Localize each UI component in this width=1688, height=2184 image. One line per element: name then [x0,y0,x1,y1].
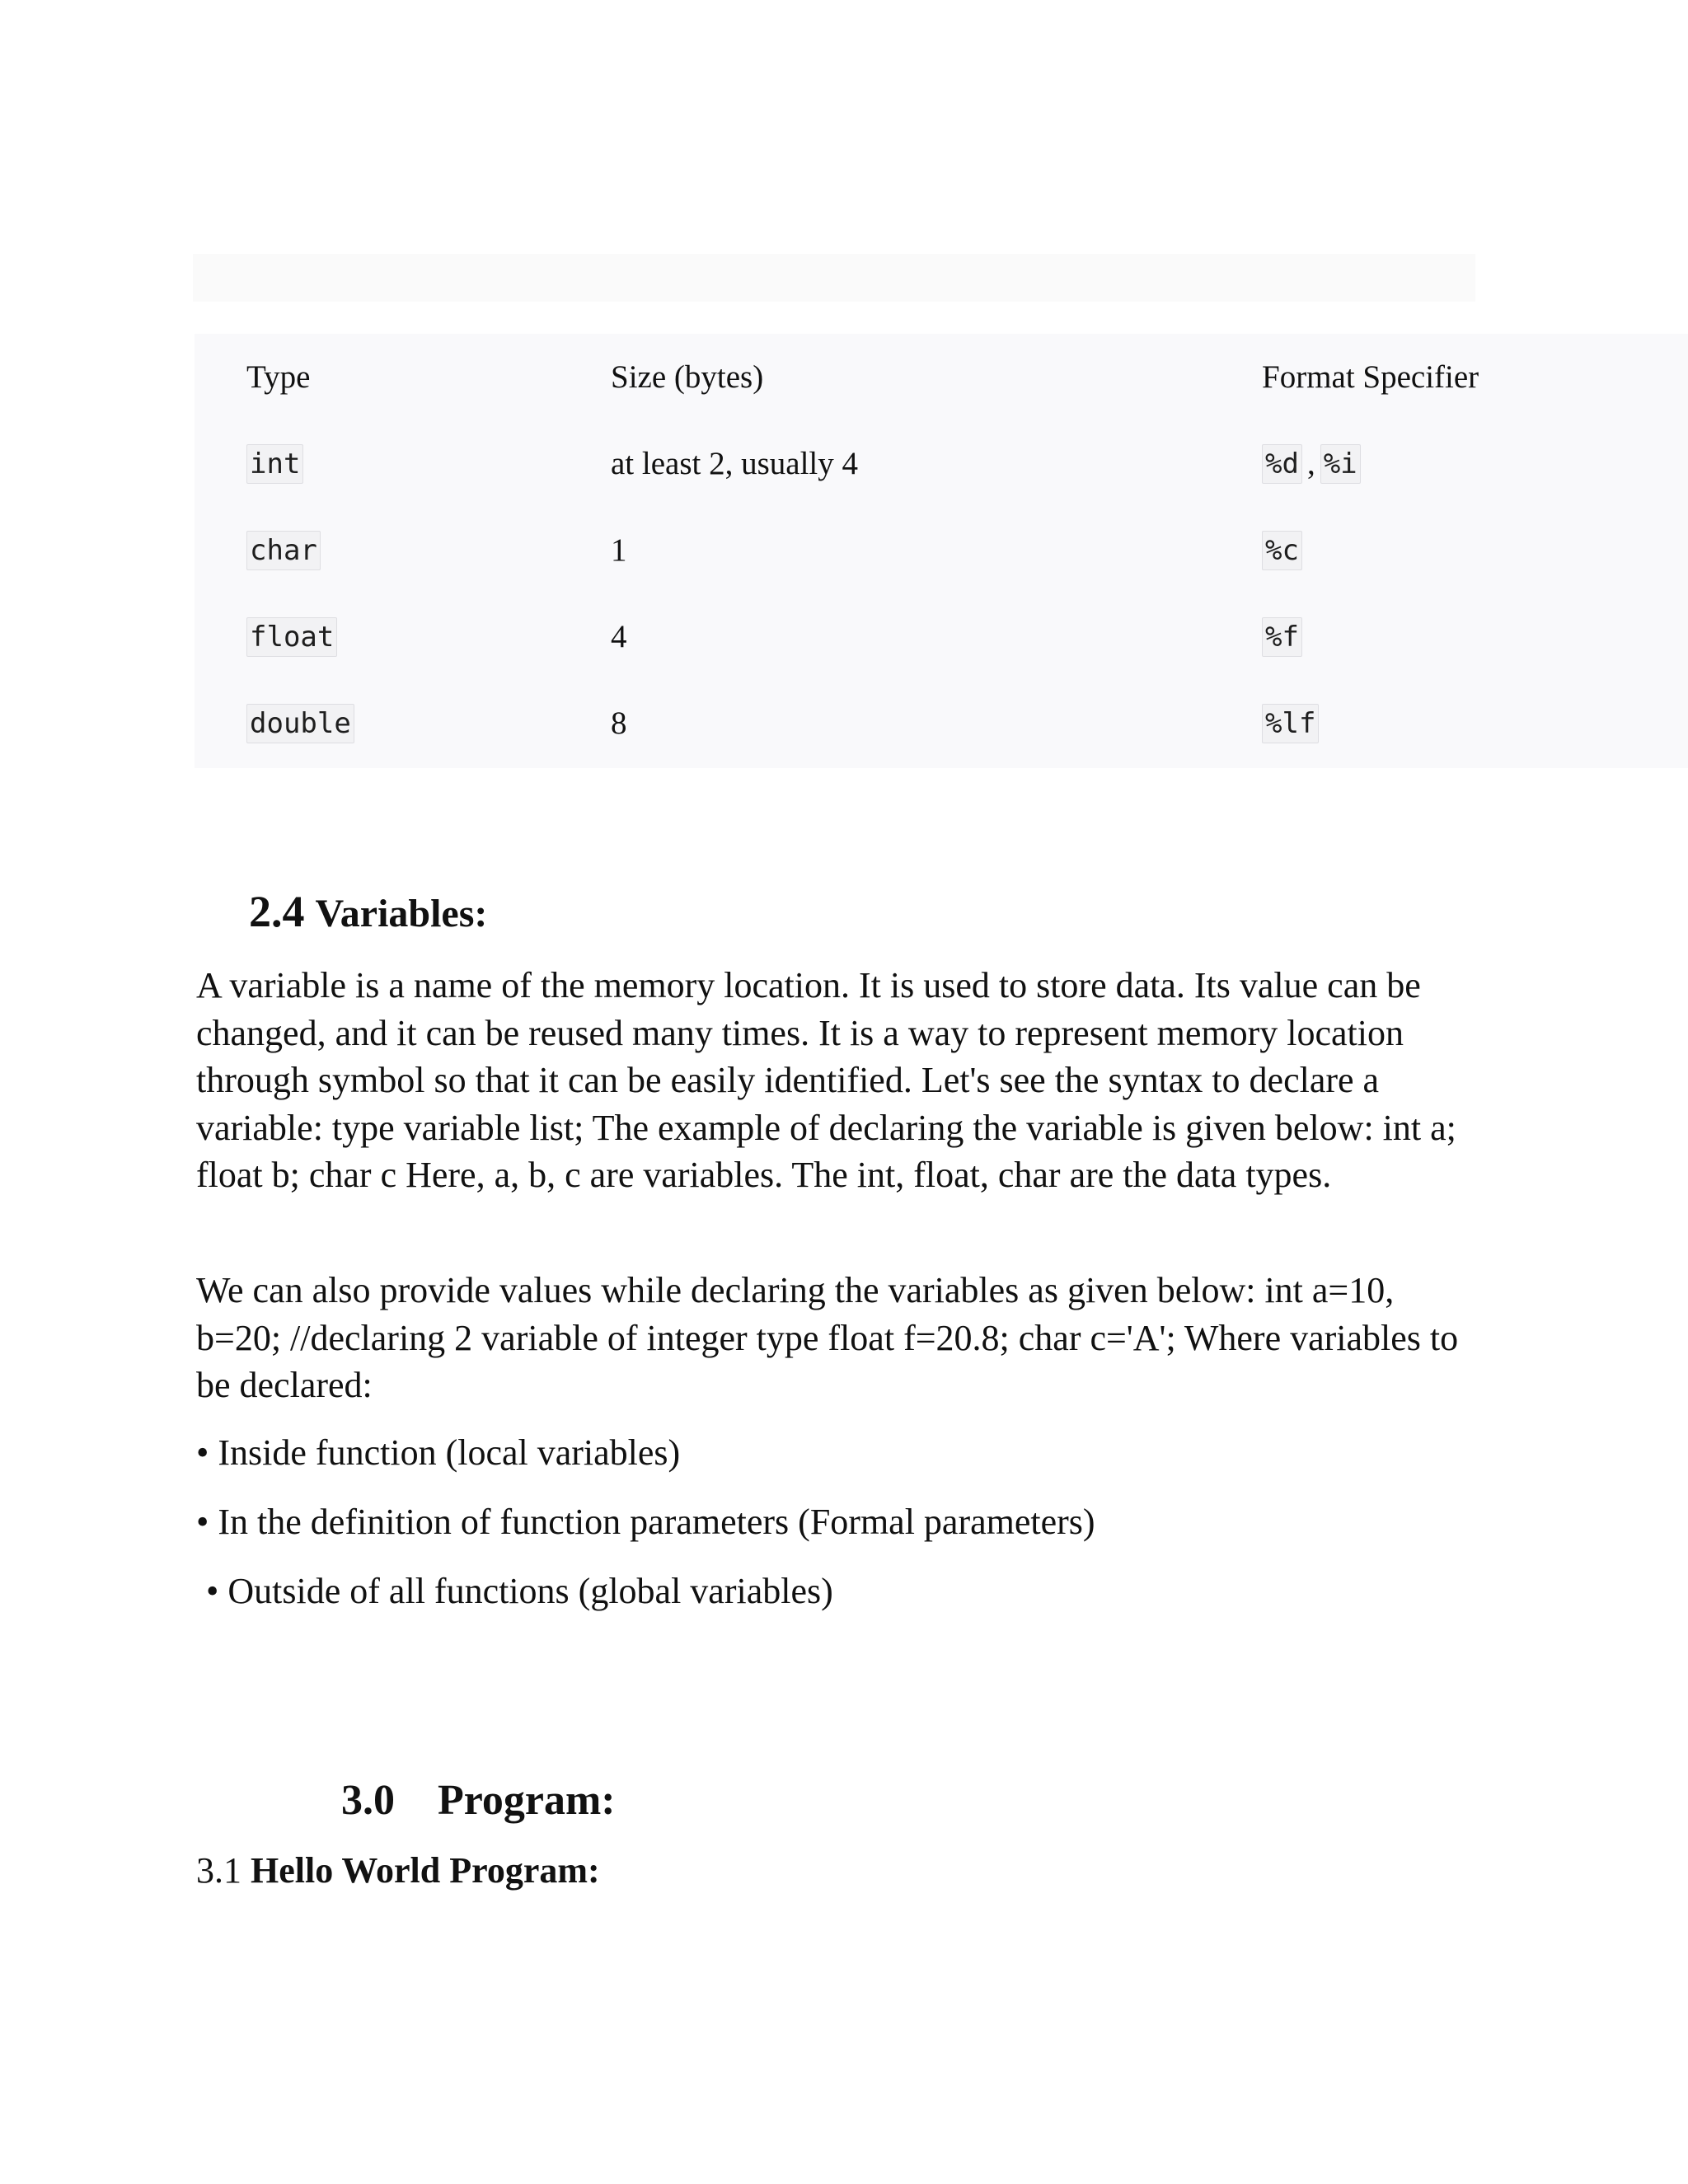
table-row [195,593,1688,680]
type-cell [246,507,321,593]
type-code: float [246,617,337,657]
list-item: • Outside of all functions (global variables) [206,1571,833,1611]
size-cell: 1 [611,532,627,568]
list-item: • Inside function (local variables) [196,1432,681,1473]
format-cell [1262,680,1319,766]
subsection-title: Hello World Program: [251,1850,600,1891]
format-cell [1262,593,1302,680]
table-row [195,420,1688,507]
type-cell [246,420,303,507]
format-code: %lf [1262,704,1319,743]
format-code: %f [1262,617,1302,657]
format-separator: , [1306,446,1315,481]
section-heading-program [341,1776,616,1825]
section-number: 3.0 [341,1777,395,1824]
size-cell: at least 2, usually 4 [611,446,859,481]
variables-paragraph: A variable is a name of the memory location. It is used to store data. Its value can be changed, and it can be reused many times. It is a way to represent memory location through symbol so that it can be easily identified. Let's see the syntax to declare a variable: type variable list; The example of declaring the variable is given below: int a; float b; char c Here, a, b, c are variables. The int, float, char are the data types. [196,965,1456,1195]
section-title: Program: [438,1777,616,1824]
section-number: 2.4 [249,887,305,936]
header-size: Size (bytes) [611,359,764,395]
list-item: • In the definition of function parameters (Formal parameters) [196,1502,1095,1542]
top-bar [193,254,1475,302]
type-code: int [246,444,303,484]
data-types-table [195,334,1688,768]
subsection-heading-hello-world [196,1849,600,1891]
variables-initialization-paragraph: We can also provide values while declaring the variables as given below: int a=10, b=20; //declaring 2 variable of integer type float f=20.8; char c='A'; Where variables to be declared: [196,1270,1459,1405]
type-code: char [246,531,321,570]
type-cell [246,680,354,766]
format-cell [1262,507,1302,593]
header-format-specifier: Format Specifier [1262,359,1479,395]
table-header-row [195,334,1688,420]
format-code: %c [1262,531,1302,570]
section-title: Variables: [315,892,488,935]
format-cell [1262,420,1361,507]
size-cell: 8 [611,705,627,741]
section-heading-variables [249,886,487,937]
subsection-number: 3.1 [196,1850,241,1891]
type-code: double [246,704,354,743]
format-code: %d [1262,444,1302,484]
size-cell: 4 [611,619,627,654]
header-type: Type [246,359,311,395]
type-cell [246,593,337,680]
format-code: %i [1320,444,1361,484]
table-row [195,507,1688,593]
table-row [195,680,1688,766]
